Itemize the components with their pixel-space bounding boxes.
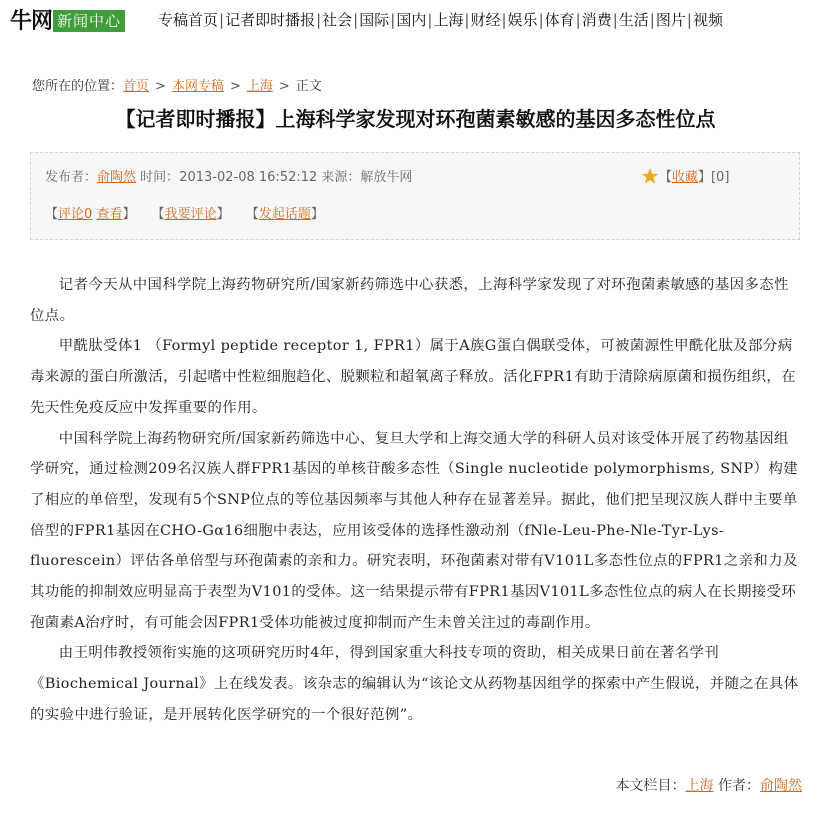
- article-meta: [45, 169, 412, 187]
- article-info-box: [30, 152, 800, 240]
- nav-separator: |: [686, 11, 692, 29]
- nav-separator: |: [390, 11, 396, 29]
- logo-section-text: 新闻中心: [53, 10, 125, 32]
- breadcrumb-home[interactable]: 首页: [123, 79, 150, 94]
- breadcrumb-shanghai[interactable]: 上海: [246, 79, 273, 94]
- nav-item-consumer[interactable]: 消费: [581, 11, 612, 29]
- nav-separator: |: [649, 11, 655, 29]
- start-topic-link[interactable]: 发起话题: [258, 207, 311, 222]
- post-comment-link[interactable]: 我要评论: [164, 207, 217, 222]
- nav-item-video[interactable]: 视频: [692, 11, 723, 29]
- star-icon[interactable]: ★: [641, 164, 659, 188]
- author-label: 作者：: [718, 778, 760, 794]
- nav-item-shanghai[interactable]: 上海: [433, 11, 464, 29]
- breadcrumb-current: 正文: [295, 79, 322, 94]
- nav-item-photos[interactable]: 图片: [655, 11, 686, 29]
- nav-separator: |: [538, 11, 544, 29]
- nav-separator: |: [353, 11, 359, 29]
- author-link[interactable]: 俞陶然: [760, 778, 802, 794]
- main-nav: [158, 10, 723, 30]
- nav-item-home[interactable]: 专稿首页: [158, 11, 219, 29]
- source-label: 来源：: [321, 170, 361, 185]
- favorite-count: [0]: [710, 170, 730, 185]
- article-paragraph: 记者今天从中国科学院上海药物研究所/国家新药筛选中心获悉，上海科学家发现了对环孢菌素敏感的基因多态性位点。: [30, 277, 789, 324]
- nav-separator: |: [575, 11, 581, 29]
- publisher-link[interactable]: 俞陶然: [97, 170, 137, 185]
- column-label: 本文栏目：: [615, 778, 686, 794]
- nav-item-entertainment[interactable]: 娱乐: [507, 11, 538, 29]
- article-paragraph: 中国科学院上海药物研究所/国家新药筛选中心、复旦大学和上海交通大学的科研人员对该受体开展了药物基因组学研究，通过检测209名汉族人群FPR1基因的单核苷酸多态性（Single nucleotide polymorphisms, SNP）构建了相应的单倍型，发现有5个SNP位点的等位基因频率与其他人种存在显著差异。据此，他们把呈现汉族人群中主要单倍型的FPR1基因在CHO-Gα16细胞中表达，应用该受体的选择性激动剂（fNle-Leu-Phe-Nle-Tyr-Lys-fluorescein）评估各单倍型与环孢菌素的亲和力。研究表明，环孢菌素对带有V101L多态性位点的FPR1之亲和力及其功能的抑制效应明显高于表型为V101的受体。这一结果提示带有FPR1基因V101L多态性位点的病人在长期接受环孢菌素A治疗时，有可能会因FPR1受体功能被过度抑制而产生未曾关注过的毒副作用。: [30, 430, 798, 631]
- breadcrumb-special[interactable]: 本网专稿: [171, 79, 224, 94]
- nav-separator: |: [501, 11, 507, 29]
- view-comments-link[interactable]: 查看: [96, 207, 123, 222]
- nav-item-domestic[interactable]: 国内: [396, 11, 427, 29]
- logo-brand-text: 牛网: [10, 8, 53, 34]
- article-footer: [616, 776, 802, 796]
- breadcrumb-arrow: >: [278, 79, 290, 94]
- article-paragraph: 甲酰肽受体1 （Formyl peptide receptor 1, FPR1）属于A族G蛋白偶联受体，可被菌源性甲酰化肽及部分病毒来源的蛋白所激活，引起嗜中性粒细胞趋化、脱颗粒和超氧离子释放。活化FPR1有助于清除病原菌和损伤组织，在先天性免疫反应中发挥重要的作用。: [30, 338, 797, 416]
- nav-separator: |: [427, 11, 433, 29]
- favorite-area: ★【收藏】[0]: [641, 164, 730, 188]
- article-body: [30, 270, 802, 731]
- time-label: 时间：: [140, 170, 180, 185]
- nav-item-sports[interactable]: 体育: [544, 11, 575, 29]
- article-actions: 【评论0 查看】 【我要评论】 【发起话题】: [45, 207, 324, 222]
- nav-item-life[interactable]: 生活: [618, 11, 649, 29]
- column-link[interactable]: 上海: [685, 778, 714, 794]
- nav-separator: |: [464, 11, 470, 29]
- breadcrumb-prefix: 您所在的位置：: [32, 79, 124, 94]
- nav-item-finance[interactable]: 财经: [470, 11, 501, 29]
- publish-time: 2013-02-08 16:52:12: [179, 170, 318, 185]
- article-paragraph: 由王明伟教授领衔实施的这项研究历时4年，得到国家重大科技专项的资助，相关成果日前在著名学刊《Biochemical Journal》上在线发表。该杂志的编辑认为“该论文从药物基因组学的探索中产生假说，并随之在具体的实验中进行验证，是开展转化医学研究的一个很好范例”。: [30, 645, 799, 723]
- comment-count-link[interactable]: 评论0: [58, 207, 93, 222]
- breadcrumb-arrow: >: [229, 79, 241, 94]
- nav-separator: |: [612, 11, 618, 29]
- article-source: 解放牛网: [360, 170, 413, 185]
- breadcrumb: [32, 78, 322, 96]
- top-header: [0, 0, 831, 40]
- favorite-link[interactable]: 收藏: [671, 170, 698, 185]
- nav-separator: |: [316, 11, 322, 29]
- nav-separator: |: [219, 11, 225, 29]
- article-title: 【记者即时播报】上海科学家发现对环孢菌素敏感的基因多态性位点: [115, 107, 716, 131]
- nav-item-international[interactable]: 国际: [359, 11, 390, 29]
- publisher-label: 发布者：: [45, 170, 98, 185]
- nav-item-breaking[interactable]: 记者即时播报: [225, 11, 316, 29]
- site-logo[interactable]: [10, 8, 125, 34]
- breadcrumb-arrow: >: [155, 79, 166, 94]
- nav-item-society[interactable]: 社会: [322, 11, 353, 29]
